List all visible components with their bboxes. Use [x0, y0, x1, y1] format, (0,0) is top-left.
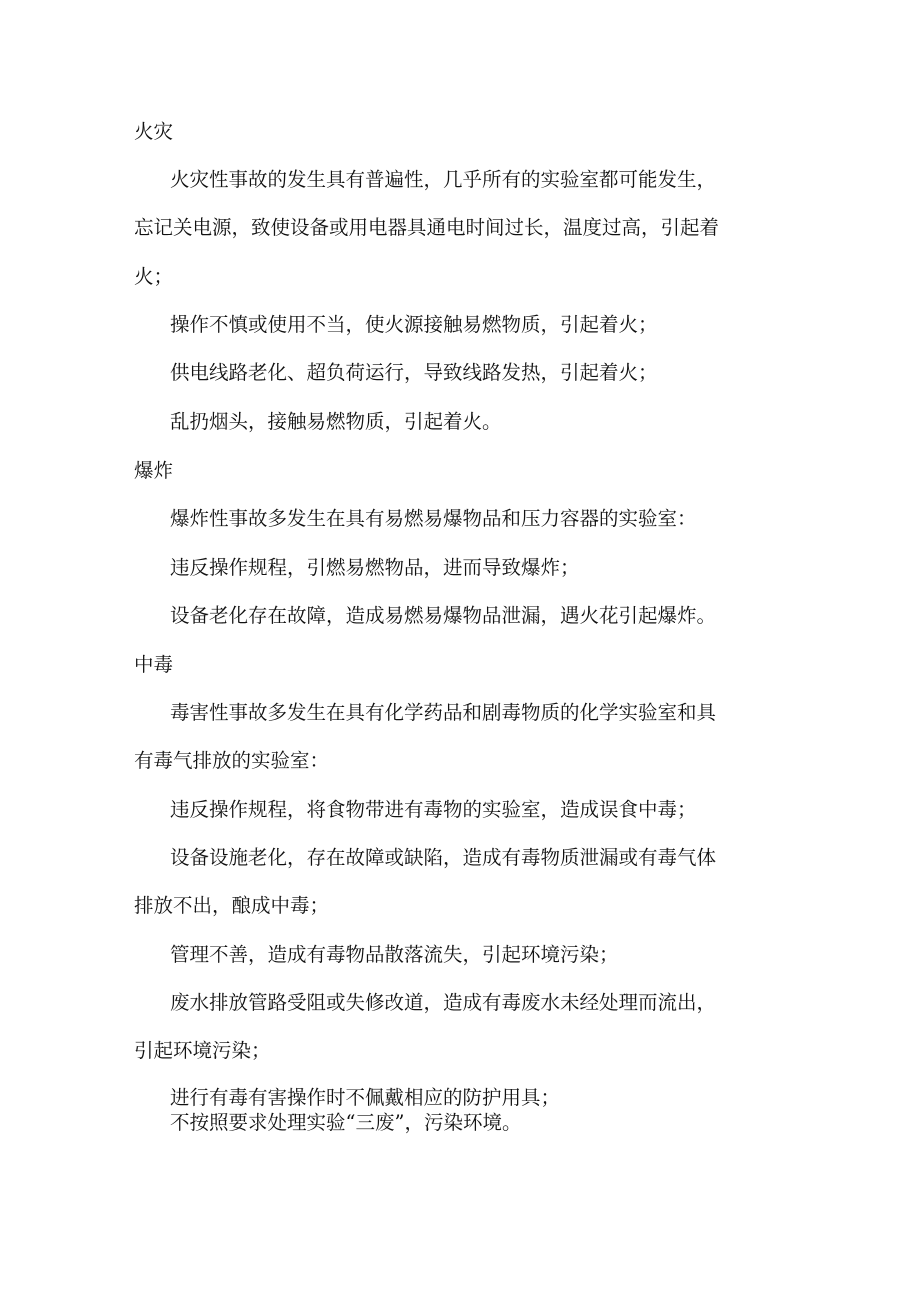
paragraph-line: 进行有毒有害操作时不佩戴相应的防护用具； [170, 1086, 561, 1109]
paragraph-line: 操作不慎或使用不当，使火源接触易燃物质，引起着火； [170, 313, 658, 336]
paragraph-line: 供电线路老化、超负荷运行，导致线路发热，引起着火； [170, 361, 658, 384]
paragraph-line: 违反操作规程，引燃易燃物品，进而导致爆炸； [170, 556, 580, 579]
paragraph-line: 废水排放管路受阻或失修改道，造成有毒废水未经处理而流出， [170, 991, 717, 1014]
paragraph-line: 有毒气排放的实验室： [134, 749, 330, 772]
paragraph-line: 忘记关电源，致使设备或用电器具通电时间过长，温度过高，引起着 [134, 216, 720, 239]
paragraph-line: 设备设施老化，存在故障或缺陷，造成有毒物质泄漏或有毒气体 [170, 846, 717, 869]
paragraph-line: 火； [134, 265, 174, 288]
section-heading-poisoning: 中毒 [134, 653, 174, 676]
paragraph-line: 设备老化存在故障，造成易燃易爆物品泄漏，遇火花引起爆炸。 [170, 604, 717, 627]
paragraph-line: 违反操作规程，将食物带进有毒物的实验室，造成误食中毒； [170, 798, 697, 821]
section-heading-explosion: 爆炸 [134, 459, 174, 482]
paragraph-line: 管理不善，造成有毒物品散落流失，引起环境污染； [170, 943, 619, 966]
paragraph-line: 爆炸性事故多发生在具有易燃易爆物品和压力容器的实验室： [170, 507, 697, 530]
section-heading-fire: 火灾 [134, 120, 174, 143]
paragraph-line: 不按照要求处理实验“三废”，污染环境。 [170, 1111, 522, 1134]
paragraph-line: 火灾性事故的发生具有普遍性，几乎所有的实验室都可能发生， [170, 168, 717, 191]
paragraph-line: 毒害性事故多发生在具有化学药品和剧毒物质的化学实验室和具 [170, 701, 717, 724]
paragraph-line: 乱扔烟头，接触易燃物质，引起着火。 [170, 410, 502, 433]
paragraph-line: 引起环境污染； [134, 1039, 271, 1062]
paragraph-line: 排放不出，酿成中毒； [134, 894, 330, 917]
